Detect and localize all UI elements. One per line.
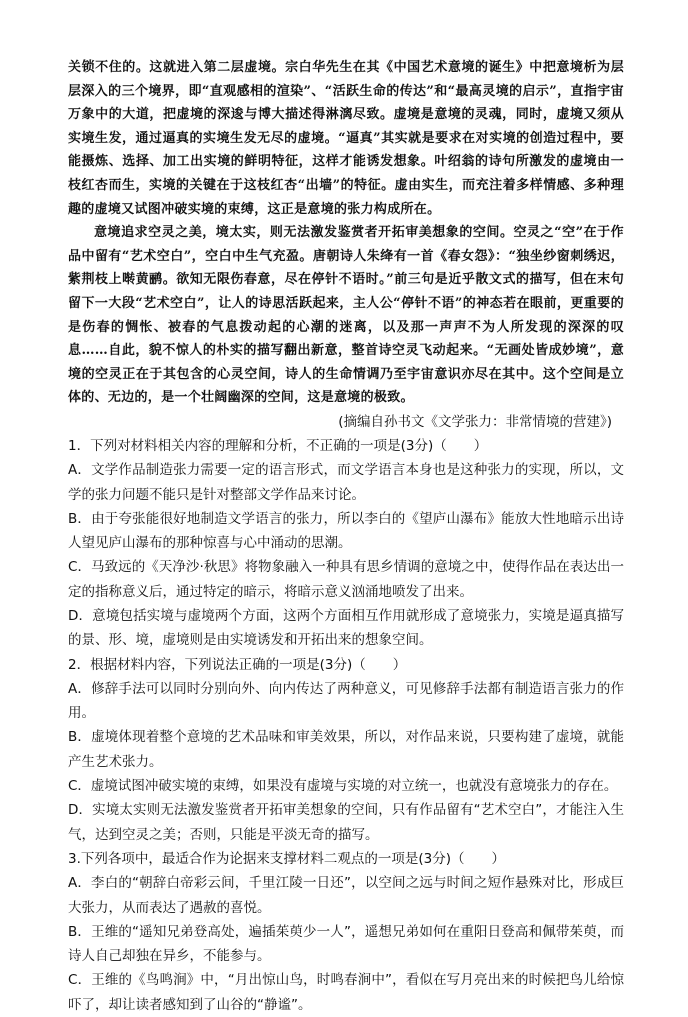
option-c: C．王维的《鸟鸣涧》中，“月出惊山鸟，时鸣春涧中”，看似在写月亮出来的时候把鸟儿给惊吓了，却让读者感知到了山谷的“静谧”。 [68,972,624,1013]
passage-source: (摘编自孙书文《文学张力：非常情境的营建》) [338,413,612,430]
question-2 [68,653,624,847]
option-b: B．王维的“遥知兄弟登高处，遍插茱萸少一人”，遥想兄弟如何在重阳日登高和佩带茱萸，而诗人自己却独在异乡，不能参与。 [68,923,624,965]
question-1 [68,434,624,653]
option-b: B．虚境体现着整个意境的艺术品味和审美效果，所以，对作品来说，只要构建了虚境，就能产生艺术张力。 [68,729,624,770]
passage-paragraph-1: 关锁不住的。这就进入第二层虚境。宗白华先生在其《中国艺术意境的诞生》中把意境析为层层深入的三个境界，即“直观感相的渲染”、“活跃生命的传达”和“最高灵境的启示”，直指宇宙万象中的大道，把虚境的深逡与博大描述得淋漓尽致。虚境是意境的灵魂，同时，虚境又须从实境生发，通过逼真的实境生发无尽的虚境。“逼真”其实就是要求在对实境的创造过程中，要能摄炼、选择、加工出实境的鲜明特征，这样才能诱发想象。叶绍翁的诗句所激发的虚境由一枝红杏而生，实境的关键在于这枝红杏“出墙”的特征。虚由实生，而充注着多样情感、多种理趣的虚境又试图冲破实境的束缚，这正是意境的张力构成所在。 [68,60,624,217]
question-stem: 3.下列各项中，最适合作为论据来支撑材料二观点的一项是(3分)（ ） [68,850,506,867]
option-a: A．修辞手法可以同时分别向外、向内传达了两种意义，可见修辞手法都有制造语言张力的作用。 [68,680,624,722]
option-a: A．李白的“朝辞白帝彩云间，千里江陵一日还”，以空间之远与时间之短作悬殊对比，形成巨大张力，从而表达了遇赦的喜悦。 [68,875,624,916]
option-a: A．文学作品制造张力需要一定的语言形式，而文学语言本身也是这种张力的实现，所以，文学的张力问题不能只是针对整部文学作品来讨论。 [68,462,624,503]
option-d: D．实境太实则无法激发鉴赏者开拓审美想象的空间，只有作品留有“艺术空白”，才能注入生气，达到空灵之美；否则，只能是平淡无奇的描写。 [68,802,624,843]
option-c: C．虚境试图冲破实境的束缚，如果没有虚境与实境的对立统一，也就没有意境张力的存在。 [68,778,618,795]
question-stem: 1．下列对材料相关内容的理解和分析，不正确的一项是(3分)（ ） [68,437,488,454]
option-c: C．马致远的《天净沙·秋思》将物象融入一种具有思乡情调的意境之中，使得作品在表达出一定的指称意义后，通过特定的暗示，将暗示意义汹涌地喷发了出来。 [68,559,624,600]
question-3 [68,847,624,1017]
reading-passage [68,56,624,410]
option-b: B．由于夸张能很好地制造文学语言的张力，所以李白的《望庐山瀑布》能放大性地暗示出诗人望见庐山瀑布的那种惊喜与心中涌动的思潮。 [68,510,624,552]
passage-paragraph-2: 意境追求空灵之美，境太实，则无法激发鉴赏者开拓审美想象的空间。空灵之“空”在于作品中留有“艺术空白”，空白中生气充盈。唐朝诗人朱绛有一首《春女怨》：“独坐纱窗刺绣迟，紫荆枝上啭黄鹂。欲知无限伤春意，尽在停针不语时。”前三句是近乎散文式的描写，但在末句留下一大段“艺术空白”，让人的诗思活跃起来，主人公“停针不语”的神态若在眼前，更重要的是伤春的惆怅、被春的气息拨动起的心潮的迷离，以及那一声声不为人所发现的深深的叹息……自此，貌不惊人的朴实的描写翻出新意，整首诗空灵飞动起来。“无画处皆成妙境”，意境的空灵正在于其包含的心灵空间，诗人的生命情调乃至宇宙意识亦尽在其中。这个空间是立体的、无边的，是一个壮阔幽深的空间，这是意境的极致。 [68,225,624,406]
document-page [68,56,624,1017]
question-stem: 2．根据材料内容，下列说法正确的一项是(3分)（ ） [68,656,407,673]
option-d: D．意境包括实境与虚境两个方面，这两个方面相互作用就形成了意境张力，实境是逼真描写的景、形、境，虚境则是由实境诱发和开拓出来的想象空间。 [68,607,624,649]
